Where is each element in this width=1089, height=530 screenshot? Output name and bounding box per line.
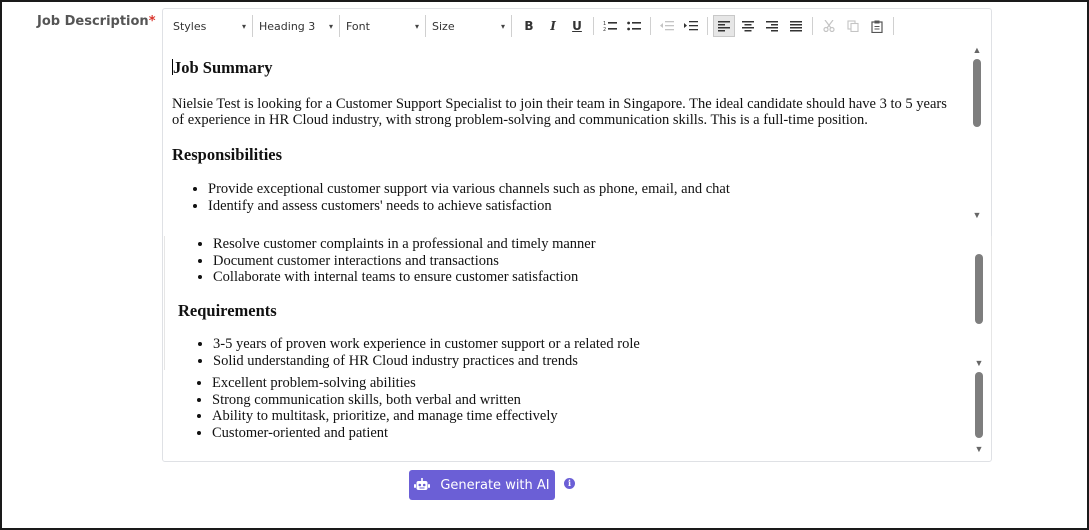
list-item: • 3-5 years of proven work experience in customer support or a related role	[213, 336, 968, 353]
styles-dropdown[interactable]: Styles ▾	[167, 15, 253, 37]
editor-content-pane-3[interactable]	[176, 375, 966, 445]
chevron-down-icon: ▾	[328, 21, 333, 31]
scrollbar-thumb	[975, 372, 983, 438]
svg-text:2: 2	[603, 27, 607, 32]
responsibilities-list-more	[178, 236, 968, 286]
requirements-heading: Requirements	[178, 300, 277, 320]
responsibilities-heading: Responsibilities	[172, 144, 283, 164]
indent-icon[interactable]	[680, 15, 702, 37]
outdent-icon[interactable]	[656, 15, 678, 37]
chevron-down-icon: ▾	[414, 21, 419, 31]
scroll-up-icon: ▲	[972, 45, 982, 55]
list-item: • Collaborate with internal teams to ensure customer satisfaction	[213, 269, 968, 286]
list-item	[208, 214, 962, 216]
align-center-icon[interactable]	[737, 15, 759, 37]
info-icon[interactable]: i	[564, 478, 575, 489]
summary-heading: Job Summary	[173, 59, 273, 77]
cut-icon[interactable]	[818, 15, 840, 37]
scrollbar-thumb	[973, 59, 981, 127]
numbered-list-icon[interactable]	[599, 15, 621, 37]
editor-toolbar	[163, 9, 991, 43]
font-dropdown[interactable]: Font ▾	[340, 15, 426, 37]
editor-content-pane-2[interactable]	[178, 236, 968, 370]
format-dropdown[interactable]: Heading 3 ▾	[253, 15, 340, 37]
list-item: • Resolve customer complaints in a professional and timely manner	[213, 236, 968, 253]
scroll-down-icon: ▼	[974, 444, 984, 454]
list-item: • Excellent problem-solving abilities	[212, 375, 966, 392]
size-dropdown[interactable]: Size ▾	[426, 15, 512, 37]
chevron-down-icon: ▾	[500, 21, 505, 31]
scroll-down-icon: ▼	[974, 358, 984, 368]
job-description-label: Job Description*	[37, 14, 156, 29]
requirements-list-top	[178, 336, 968, 369]
align-right-icon[interactable]	[761, 15, 783, 37]
justify-icon[interactable]	[785, 15, 807, 37]
scrollbar-thumb	[975, 254, 983, 324]
scrollbar-pane-3[interactable]	[972, 372, 986, 454]
chevron-down-icon: ▾	[241, 21, 246, 31]
copy-icon[interactable]	[842, 15, 864, 37]
list-item: • Solid understanding of HR Cloud industry practices and trends	[213, 353, 968, 370]
paste-icon[interactable]	[866, 15, 888, 37]
list-item: • Provide exceptional customer support via various channels such as phone, email, and chat	[208, 181, 962, 198]
scroll-down-icon: ▼	[972, 210, 982, 220]
list-item: • Strong communication skills, both verbal and written	[212, 392, 966, 409]
svg-text:1: 1	[603, 21, 607, 27]
align-left-icon[interactable]	[713, 15, 735, 37]
responsibilities-list-top	[172, 181, 962, 216]
list-item: • Document customer interactions and transactions	[213, 253, 968, 270]
list-item: • Customer-oriented and patient	[212, 425, 966, 442]
italic-button[interactable]: I	[550, 19, 556, 33]
editor-content-pane-1[interactable]	[172, 59, 962, 216]
scrollbar-pane-1[interactable]	[970, 45, 984, 220]
summary-paragraph: Nielsie Test is looking for a Customer Support Specialist to join their team in Singapore. The ideal candidate should have 3 to 5 years of experience in HR Cloud industry, with strong problem-solving and communication skills. This is a full-time position.	[172, 95, 947, 128]
robot-icon	[414, 478, 430, 492]
required-marker: *	[148, 14, 156, 29]
bold-button[interactable]: B	[524, 19, 534, 33]
requirements-list-more	[176, 375, 966, 441]
list-item: • Ability to multitask, prioritize, and manage time effectively	[212, 408, 966, 425]
scrollbar-pane-2[interactable]	[972, 240, 986, 368]
list-item: • Identify and assess customers' needs to achieve satisfaction	[208, 198, 962, 215]
bulleted-list-icon[interactable]	[623, 15, 645, 37]
underline-button[interactable]: U	[572, 19, 582, 33]
generate-with-ai-button[interactable]: Generate with AI	[409, 470, 555, 500]
